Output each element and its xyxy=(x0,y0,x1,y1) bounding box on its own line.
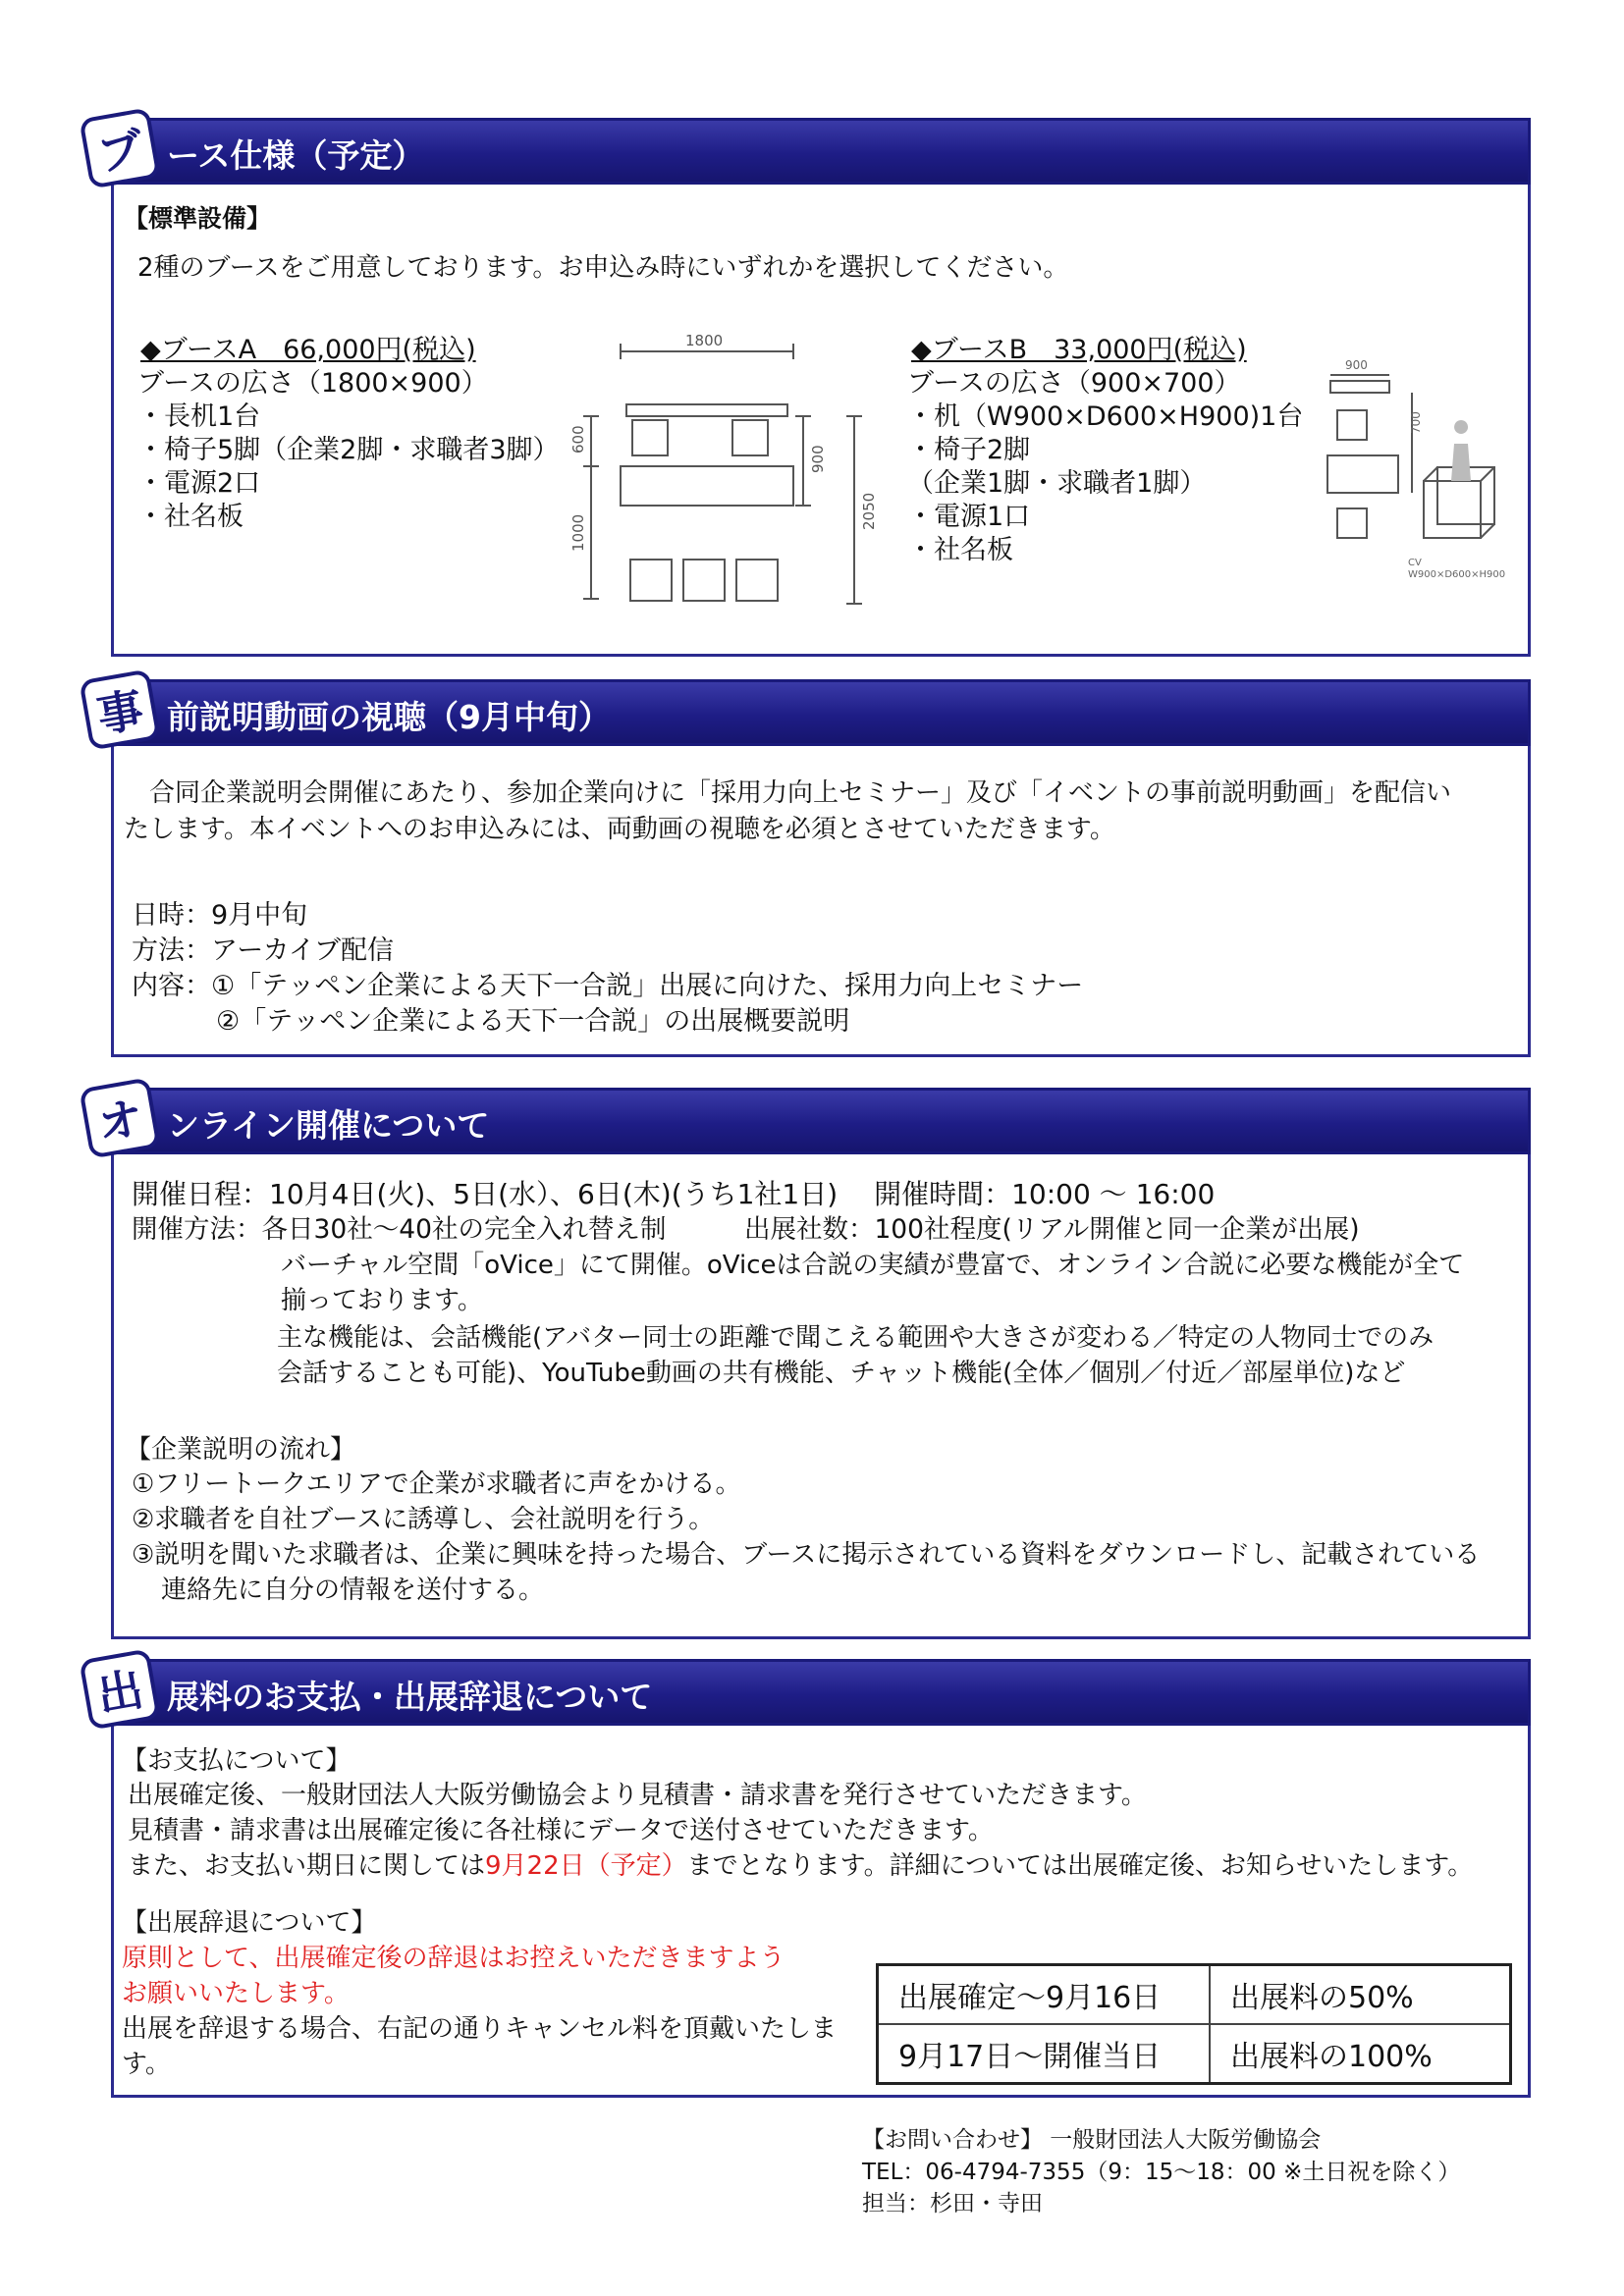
online-title: ンライン開催について xyxy=(167,1106,490,1145)
contact-person: 担当：杉田・寺田 xyxy=(862,2191,1043,2216)
booth-a-line: ・長机1台 xyxy=(137,401,261,432)
dim-1000: 1000 xyxy=(569,513,587,552)
video-date: 日時：9月中旬 xyxy=(132,900,308,931)
pay-label: 【お支払について】 xyxy=(122,1746,352,1776)
video-badge: 事 xyxy=(79,668,160,750)
booth-intro: 2種のブースをご用意しております。お申込み時にいずれかを選択してください。 xyxy=(137,253,1069,283)
flow-step: 連絡先に自分の情報を送付する。 xyxy=(161,1575,545,1605)
cv-label: CV xyxy=(1408,558,1422,568)
table-row xyxy=(878,1965,1511,2025)
cancel-warning: お願いいたします。 xyxy=(122,1979,350,2008)
contact-tel: TEL：06-4794-7355（9：15～18：00 ※土日祝を除く） xyxy=(862,2160,1461,2185)
payment-badge: 出 xyxy=(79,1648,160,1730)
booth-badge: ブ xyxy=(79,107,160,188)
video-content: ②「テッペン企業による天下一合説」の出展概要説明 xyxy=(216,1006,850,1037)
cv-dimension: W900×D600×H900 xyxy=(1408,569,1506,580)
booth-a-heading: ◆ブースA 66,000円(税込) xyxy=(140,335,476,365)
online-venue: バーチャル空間「oVice」にて開催。oViceは合説の実績が豊富で、オンライン合説に必要な機能が全て xyxy=(281,1251,1465,1280)
online-badge: オ xyxy=(79,1077,160,1158)
video-title: 前説明動画の視聴（9月中旬） xyxy=(167,698,611,736)
contact-line: 【お問い合わせ】 一般財団法人大阪労働協会 xyxy=(862,2127,1322,2153)
booth-a-line: ブースの広さ（1800×900） xyxy=(137,368,488,399)
online-header xyxy=(93,1088,1531,1154)
online-method: 開催方法：各日30社～40社の完全入れ替え制 出展社数：100社程度(リアル開催と同一企業が出展) xyxy=(132,1214,1360,1245)
booth-b-line: ブースの広さ（900×700） xyxy=(907,368,1241,399)
booth-b-line: ・机（W900×D600×H900)1台 xyxy=(907,401,1304,432)
dim-b-900: 900 xyxy=(1345,358,1368,372)
pay-deadline xyxy=(128,1849,1473,1883)
pay-deadline-post: までとなります。詳細については出展確定後、お知らせいたします。 xyxy=(686,1851,1474,1881)
booth-b-line: ・電源1口 xyxy=(907,502,1031,532)
pay-line: 見積書・請求書は出展確定後に各社様にデータで送付させていただきます。 xyxy=(128,1816,994,1845)
pay-line: 出展確定後、一般財団法人大阪労働協会より見積書・請求書を発行させていただきます。 xyxy=(128,1781,1147,1810)
dim-2050: 2050 xyxy=(860,492,878,530)
cancel-note: 出展を辞退する場合、右記の通りキャンセル料を頂戴いたしま xyxy=(122,2014,838,2044)
cancel-fee-table xyxy=(876,1963,1512,2085)
video-paragraph: たします。本イベントへのお申込みには、両動画の視聴を必須とさせていただきます。 xyxy=(124,815,1115,844)
booth-b-heading: ◆ブースB 33,000円(税込) xyxy=(911,335,1247,365)
flow-step: ②求職者を自社ブースに誘導し、会社説明を行う。 xyxy=(132,1505,715,1534)
booth-a-line: ・社名板 xyxy=(137,502,244,532)
cancel-period: 出展確定～9月16日 xyxy=(878,1965,1211,2025)
dim-600: 600 xyxy=(569,425,587,454)
flow-step: ③説明を聞いた求職者は、企業に興味を持った場合、ブースに掲示されている資料をダウンロードし、記載されている xyxy=(132,1540,1481,1570)
dim-b-700: 700 xyxy=(1409,411,1423,434)
payment-title: 展料のお支払・出展辞退について xyxy=(167,1678,653,1716)
video-paragraph: 合同企業説明会開催にあたり、参加企業向けに「採用力向上セミナー」及び「イベントの事前説明動画」を配信い xyxy=(149,778,1452,808)
pay-deadline-pre: また、お支払い期日に関しては xyxy=(128,1851,486,1881)
booth-b-line: ・社名板 xyxy=(907,535,1013,565)
booth-a-line: ・電源2口 xyxy=(137,468,261,499)
standard-equipment-label: 【標準設備】 xyxy=(124,204,272,233)
dim-900: 900 xyxy=(809,445,827,473)
booth-a-diagram xyxy=(550,334,884,614)
booth-title: ース仕様（予定） xyxy=(167,136,425,175)
booth-b-diagram xyxy=(1316,353,1561,599)
flow-step: ①フリートークエリアで企業が求職者に声をかける。 xyxy=(132,1469,741,1499)
online-venue: 揃っております。 xyxy=(281,1286,483,1315)
video-method: 方法：アーカイブ配信 xyxy=(132,935,395,966)
video-content: 内容：①「テッペン企業による天下一合説」出展に向けた、採用力向上セミナー xyxy=(132,971,1084,1001)
cancel-note: す。 xyxy=(122,2050,171,2079)
flow-label: 【企業説明の流れ】 xyxy=(126,1435,356,1465)
booth-b-line: ・椅子2脚 xyxy=(907,435,1031,465)
online-features: 会話することも可能)、YouTube動画の共有機能、チャット機能(全体／個別／付近／部屋単位)など xyxy=(277,1359,1406,1388)
cancel-fee: 出展料の50% xyxy=(1210,1965,1511,2025)
cancel-warning: 原則として、出展確定後の辞退はお控えいただきますよう xyxy=(122,1944,785,1973)
booth-a-line: ・椅子5脚（企業2脚・求職者3脚） xyxy=(137,435,560,465)
cancel-period: 9月17日～開催当日 xyxy=(878,2024,1211,2084)
table-row xyxy=(878,2024,1511,2084)
dim-1800: 1800 xyxy=(685,334,724,349)
booth-b-line: （企業1脚・求職者1脚） xyxy=(907,468,1207,499)
video-header xyxy=(93,679,1531,746)
cancel-label: 【出展辞退について】 xyxy=(122,1908,377,1938)
online-features: 主な機能は、会話機能(アバター同士の距離で聞こえる範囲や大きさが変わる／特定の人物同士でのみ xyxy=(277,1323,1435,1353)
pay-deadline-date: 9月22日（予定） xyxy=(485,1851,687,1881)
payment-header xyxy=(93,1659,1531,1726)
online-schedule: 開催日程：10月4日(火)、5日(水）、6日(木)(うち1社1日) 開催時間：10:00 ～ 16:00 xyxy=(132,1178,1216,1210)
cancel-fee: 出展料の100% xyxy=(1210,2024,1511,2084)
booth-header xyxy=(93,118,1531,185)
